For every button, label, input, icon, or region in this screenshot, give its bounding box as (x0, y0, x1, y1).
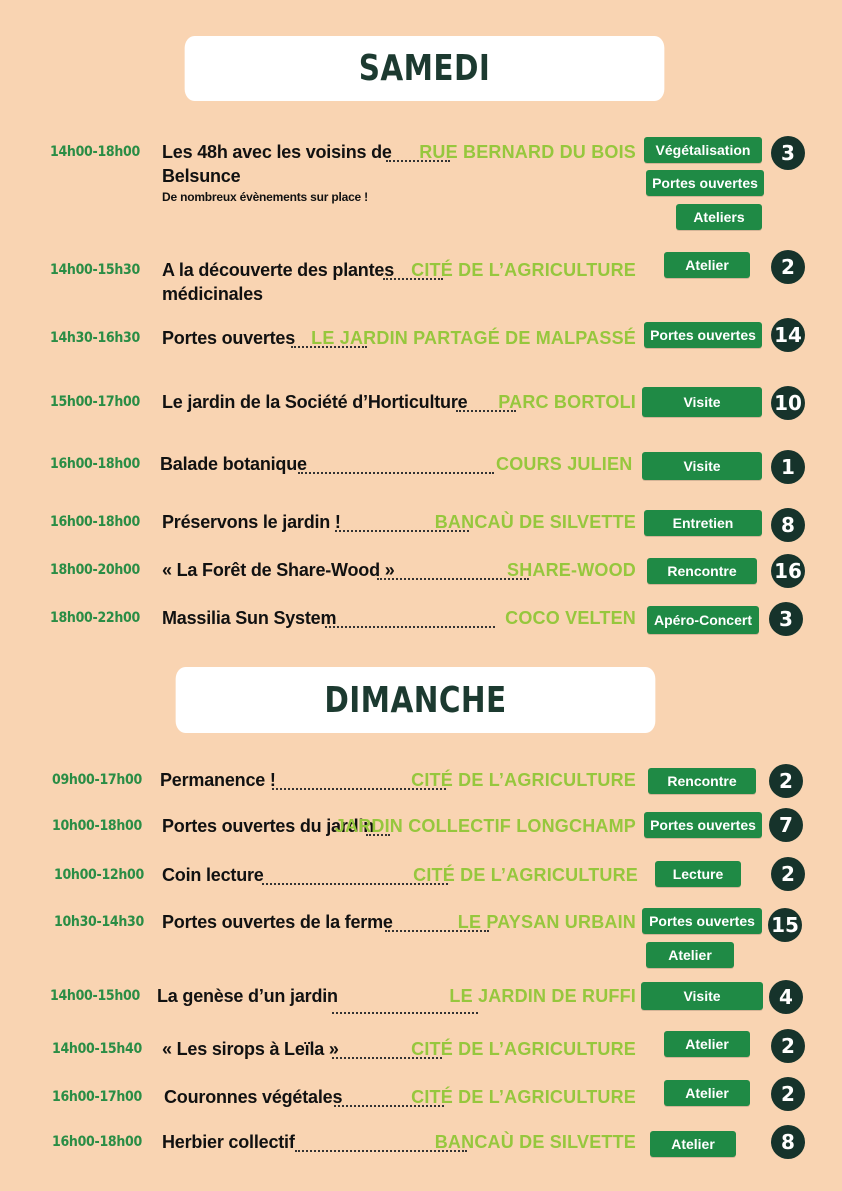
event-location: CITÉ DE L’AGRICULTURE (411, 1039, 636, 1059)
event-title (160, 768, 276, 792)
event-location: CITÉ DE L’AGRICULTURE (411, 1087, 636, 1107)
event-time: 14h00-15h30 (50, 262, 140, 278)
event-location: SHARE-WOOD (507, 560, 636, 580)
event-title (162, 258, 394, 306)
event-row (0, 510, 842, 540)
event-title-line1: « La Forêt de Share-Wood » (162, 560, 395, 580)
event-time: 09h00-17h00 (52, 772, 142, 788)
day-header-dimanche (176, 667, 656, 733)
event-row (0, 558, 842, 588)
event-title-line1: « Les sirops à Leïla » (162, 1039, 339, 1059)
day-header-samedi (185, 36, 665, 101)
event-row (0, 390, 842, 420)
tag-entretien: Entretien (644, 510, 762, 536)
event-title (162, 910, 393, 934)
tag-portes-ouvertes: Portes ouvertes (642, 908, 762, 934)
event-location: PARC BORTOLI (498, 392, 636, 412)
event-title-line1: Portes ouvertes (162, 328, 296, 348)
map-number-badge: 3 (771, 136, 805, 170)
tag-visite: Visite (642, 452, 762, 480)
event-row (0, 814, 842, 844)
map-number-badge: 7 (769, 808, 803, 842)
event-row (0, 606, 842, 636)
event-title-line1: La genèse d’un jardin (157, 986, 338, 1006)
event-location: JARDIN COLLECTIF LONGCHAMP (334, 816, 636, 836)
map-number-badge: 2 (771, 250, 805, 284)
map-number-badge: 2 (771, 1077, 805, 1111)
event-title (162, 140, 392, 206)
day-title: SAMEDI (358, 48, 491, 89)
map-number-badge: 4 (769, 980, 803, 1014)
event-row (0, 1082, 842, 1115)
event-time: 18h00-20h00 (50, 562, 140, 578)
event-title (162, 390, 467, 414)
day-title: DIMANCHE (324, 679, 507, 721)
tag-rencontre: Rencontre (648, 768, 756, 794)
event-title-line1: Massilia Sun System (162, 608, 337, 628)
event-time: 16h00-18h00 (50, 456, 140, 472)
event-row (0, 1130, 842, 1160)
map-number-badge: 14 (771, 318, 805, 352)
tag-atelier: Atelier (646, 942, 734, 968)
event-row (0, 140, 842, 230)
event-location: COCO VELTEN (505, 608, 636, 628)
event-title-line2: Belsunce (162, 166, 241, 186)
map-number-badge: 8 (771, 1125, 805, 1159)
tag-atelier: Atelier (650, 1131, 736, 1157)
event-title (160, 452, 307, 476)
event-title (162, 606, 336, 630)
tag-ateliers: Ateliers (676, 204, 762, 230)
event-time: 14h00-15h00 (50, 988, 140, 1004)
event-title-line1: Le jardin de la Société d’Horticulture (162, 392, 468, 412)
event-time: 16h00-17h00 (52, 1089, 142, 1105)
event-title (162, 558, 395, 582)
tag-portes-ouvertes: Portes ouvertes (646, 170, 764, 196)
event-row (0, 863, 842, 893)
tag-visite: Visite (642, 387, 762, 417)
tag-atelier: Atelier (664, 252, 750, 278)
tag-rencontre: Rencontre (647, 558, 757, 584)
event-location: LE JARDIN DE RUFFI (449, 986, 636, 1006)
event-title (162, 1085, 342, 1109)
event-title-line1: A la découverte des plantes (162, 260, 395, 280)
event-location: RUE BERNARD DU BOIS (419, 142, 636, 162)
tag-visite: Visite (641, 982, 763, 1010)
tag-lecture: Lecture (655, 861, 741, 887)
event-location: BANCAÙ DE SILVETTE (434, 512, 636, 532)
event-time: 14h00-18h00 (50, 144, 140, 160)
event-title-line1: Couronnes végétales (164, 1087, 343, 1107)
event-time: 10h00-18h00 (52, 818, 142, 834)
map-number-badge: 3 (769, 602, 803, 636)
tag-apero-concert: Apéro-Concert (647, 606, 759, 634)
event-title-line1: Portes ouvertes du jardin (162, 816, 375, 836)
map-number-badge: 2 (771, 1029, 805, 1063)
event-title (162, 1037, 339, 1061)
event-row (0, 1034, 842, 1067)
event-title (157, 984, 338, 1008)
tag-atelier: Atelier (664, 1031, 750, 1057)
event-title-line1: Herbier collectif (162, 1132, 295, 1152)
map-number-badge: 10 (771, 386, 805, 420)
event-title-line1: Préservons le jardin ! (162, 512, 341, 532)
leader-dots (325, 606, 495, 628)
event-location: CITÉ DE L’AGRICULTURE (411, 770, 636, 790)
event-row (0, 768, 842, 798)
event-location: BANCAÙ DE SILVETTE (434, 1132, 636, 1152)
tag-atelier: Atelier (664, 1080, 750, 1106)
event-title (162, 326, 295, 350)
event-location: COURS JULIEN (496, 454, 633, 474)
event-time: 16h00-18h00 (50, 514, 140, 530)
event-title (162, 510, 341, 534)
event-time: 15h00-17h00 (50, 394, 140, 410)
event-row (0, 323, 842, 356)
event-title-line1: Portes ouvertes de la ferme (162, 912, 393, 932)
event-title-line1: Les 48h avec les voisins de (162, 142, 392, 162)
event-location: CITÉ DE L’AGRICULTURE (413, 865, 638, 885)
event-row (0, 984, 842, 1014)
map-number-badge: 2 (769, 764, 803, 798)
tag-vegetalisation: Végétalisation (644, 137, 762, 163)
event-title-line2: médicinales (162, 284, 263, 304)
event-time: 14h30-16h30 (50, 330, 140, 346)
event-time: 14h00-15h40 (52, 1041, 142, 1057)
map-number-badge: 2 (771, 857, 805, 891)
event-title (162, 863, 264, 887)
event-row (0, 910, 842, 970)
event-row (0, 452, 842, 482)
event-title-line1: Balade botanique (160, 454, 307, 474)
tag-portes-ouvertes: Portes ouvertes (644, 812, 762, 838)
event-title (162, 1130, 295, 1154)
event-row (0, 255, 842, 308)
event-time: 18h00-22h00 (50, 610, 140, 626)
map-number-badge: 1 (771, 450, 805, 484)
event-title-line1: Permanence ! (160, 770, 276, 790)
map-number-badge: 15 (768, 908, 802, 942)
event-time: 10h00-12h00 (54, 867, 144, 883)
event-location: LE JARDIN PARTAGÉ DE MALPASSÉ (311, 328, 636, 348)
map-number-badge: 16 (771, 554, 805, 588)
event-title-line1: Coin lecture (162, 865, 264, 885)
event-subtitle: De nombreux évènements sur place ! (162, 190, 368, 204)
event-time: 10h30-14h30 (54, 914, 144, 930)
tag-portes-ouvertes: Portes ouvertes (644, 322, 762, 348)
event-time: 16h00-18h00 (52, 1134, 142, 1150)
event-location: LE PAYSAN URBAIN (457, 912, 636, 932)
leader-dots (298, 452, 494, 474)
event-location: CITÉ DE L’AGRICULTURE (411, 260, 636, 280)
map-number-badge: 8 (771, 508, 805, 542)
